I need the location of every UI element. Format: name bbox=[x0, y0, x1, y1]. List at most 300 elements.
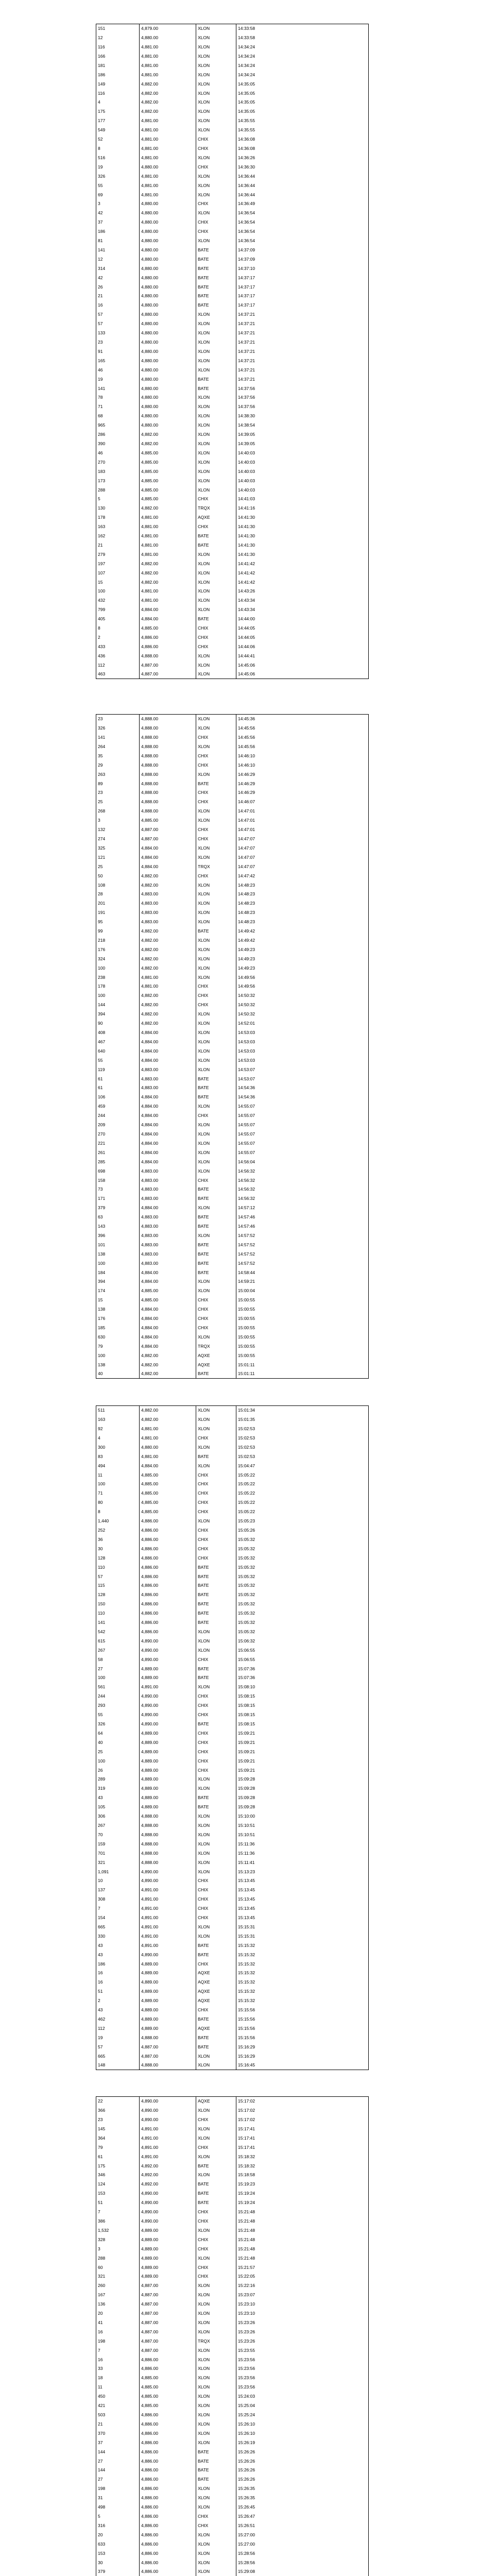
time-cell: 15:23:26 bbox=[236, 2336, 369, 2346]
volume-cell: 42 bbox=[96, 273, 140, 282]
price-cell: 4,886.00 bbox=[140, 1627, 196, 1636]
time-cell: 14:55:07 bbox=[236, 1102, 369, 1111]
price-cell: 4,890.00 bbox=[140, 1646, 196, 1655]
venue-cell: XLON bbox=[196, 2401, 236, 2410]
venue-cell: CHIX bbox=[196, 1747, 236, 1756]
volume-cell: 141 bbox=[96, 384, 140, 393]
price-cell: 4,888.00 bbox=[140, 742, 196, 751]
price-cell: 4,885.00 bbox=[140, 485, 196, 495]
price-cell: 4,881.00 bbox=[140, 1433, 196, 1443]
time-cell: 15:26:10 bbox=[236, 2419, 369, 2429]
time-cell: 14:58:44 bbox=[236, 1268, 369, 1277]
table-row bbox=[96, 2374, 369, 2383]
venue-cell: XLON bbox=[196, 2539, 236, 2549]
time-cell: 14:37:21 bbox=[236, 337, 369, 347]
table-row bbox=[96, 2189, 369, 2198]
volume-cell: 128 bbox=[96, 1553, 140, 1563]
price-cell: 4,887.00 bbox=[140, 2327, 196, 2336]
time-cell: 15:17:41 bbox=[236, 2133, 369, 2143]
venue-cell: BATE bbox=[196, 1590, 236, 1600]
price-cell: 4,880.00 bbox=[140, 292, 196, 301]
venue-cell: CHIX bbox=[196, 1692, 236, 1701]
volume-cell: 57 bbox=[96, 310, 140, 319]
price-cell: 4,886.00 bbox=[140, 2521, 196, 2530]
time-cell: 14:40:03 bbox=[236, 467, 369, 476]
table-row bbox=[96, 1627, 369, 1636]
price-cell: 4,884.00 bbox=[140, 1157, 196, 1166]
volume-cell: 16 bbox=[96, 1978, 140, 1987]
table-row bbox=[96, 1581, 369, 1590]
table-row bbox=[96, 107, 369, 116]
time-cell: 15:05:22 bbox=[236, 1489, 369, 1498]
venue-cell: XLON bbox=[196, 365, 236, 375]
time-cell: 15:29:08 bbox=[236, 2567, 369, 2576]
price-cell: 4,886.00 bbox=[140, 2447, 196, 2456]
venue-cell: XLON bbox=[196, 89, 236, 98]
volume-cell: 57 bbox=[96, 2042, 140, 2052]
venue-cell: XLON bbox=[196, 596, 236, 605]
price-cell: 4,886.00 bbox=[140, 1516, 196, 1526]
table-row bbox=[96, 2466, 369, 2475]
volume-cell: 61 bbox=[96, 1083, 140, 1093]
volume-cell: 153 bbox=[96, 2189, 140, 2198]
time-cell: 15:04:47 bbox=[236, 1461, 369, 1470]
table-row bbox=[96, 540, 369, 550]
volume-cell: 31 bbox=[96, 2493, 140, 2502]
venue-cell: BATE bbox=[196, 1093, 236, 1102]
price-cell: 4,882.00 bbox=[140, 936, 196, 945]
venue-cell: CHIX bbox=[196, 2272, 236, 2281]
volume-cell: 18 bbox=[96, 2374, 140, 2383]
table-row bbox=[96, 2106, 369, 2115]
venue-cell: XLON bbox=[196, 2106, 236, 2115]
price-cell: 4,885.00 bbox=[140, 1507, 196, 1516]
volume-cell: 27 bbox=[96, 2456, 140, 2466]
table-row bbox=[96, 144, 369, 153]
table-row bbox=[96, 1268, 369, 1277]
table-row bbox=[96, 2309, 369, 2318]
volume-cell: 174 bbox=[96, 1286, 140, 1296]
price-cell: 4,882.00 bbox=[140, 871, 196, 880]
table-row bbox=[96, 568, 369, 578]
time-cell: 14:56:04 bbox=[236, 1157, 369, 1166]
volume-cell: 366 bbox=[96, 2106, 140, 2115]
table-row bbox=[96, 301, 369, 310]
time-cell: 15:13:45 bbox=[236, 1913, 369, 1922]
price-cell: 4,882.00 bbox=[140, 89, 196, 98]
table-row bbox=[96, 1139, 369, 1148]
volume-cell: 30 bbox=[96, 2558, 140, 2567]
table-row bbox=[96, 1185, 369, 1194]
table-row bbox=[96, 2521, 369, 2530]
time-cell: 15:15:31 bbox=[236, 1922, 369, 1931]
table-row bbox=[96, 1296, 369, 1305]
table-row bbox=[96, 1129, 369, 1139]
price-cell: 4,889.00 bbox=[140, 1987, 196, 1996]
volume-cell: 432 bbox=[96, 596, 140, 605]
table-row bbox=[96, 1793, 369, 1803]
table-row bbox=[96, 42, 369, 52]
time-cell: 15:13:45 bbox=[236, 1876, 369, 1886]
price-cell: 4,882.00 bbox=[140, 504, 196, 513]
volume-cell: 386 bbox=[96, 2216, 140, 2226]
table-row bbox=[96, 227, 369, 236]
venue-cell: CHIX bbox=[196, 2263, 236, 2272]
venue-cell: BATE bbox=[196, 2033, 236, 2042]
venue-cell: BATE bbox=[196, 2447, 236, 2456]
price-cell: 4,881.00 bbox=[140, 42, 196, 52]
price-cell: 4,880.00 bbox=[140, 402, 196, 412]
table-row bbox=[96, 33, 369, 42]
table-row bbox=[96, 457, 369, 467]
price-cell: 4,890.00 bbox=[140, 2198, 196, 2207]
time-cell: 14:43:26 bbox=[236, 587, 369, 596]
price-cell: 4,881.00 bbox=[140, 973, 196, 982]
venue-cell: XLON bbox=[196, 61, 236, 70]
venue-cell: BATE bbox=[196, 615, 236, 624]
venue-cell: CHIX bbox=[196, 1489, 236, 1498]
price-cell: 4,886.00 bbox=[140, 2484, 196, 2494]
table-row bbox=[96, 723, 369, 733]
volume-cell: 138 bbox=[96, 1249, 140, 1259]
time-cell: 15:05:22 bbox=[236, 1498, 369, 1507]
price-cell: 4,886.00 bbox=[140, 633, 196, 642]
table-row bbox=[96, 670, 369, 679]
volume-cell: 37 bbox=[96, 2438, 140, 2447]
price-cell: 4,882.00 bbox=[140, 79, 196, 89]
volume-cell: 83 bbox=[96, 1452, 140, 1461]
time-cell: 14:41:30 bbox=[236, 513, 369, 522]
volume-cell: 27 bbox=[96, 2475, 140, 2484]
table-row bbox=[96, 1646, 369, 1655]
volume-cell: 21 bbox=[96, 540, 140, 550]
price-cell: 4,892.00 bbox=[140, 2180, 196, 2189]
table-row bbox=[96, 2558, 369, 2567]
venue-cell: XLON bbox=[196, 1204, 236, 1213]
venue-cell: CHIX bbox=[196, 834, 236, 843]
table-row bbox=[96, 642, 369, 651]
price-cell: 4,890.00 bbox=[140, 1950, 196, 1959]
price-cell: 4,891.00 bbox=[140, 1922, 196, 1931]
price-cell: 4,891.00 bbox=[140, 2143, 196, 2152]
price-cell: 4,880.00 bbox=[140, 264, 196, 273]
volume-cell: 166 bbox=[96, 52, 140, 61]
venue-cell: CHIX bbox=[196, 2521, 236, 2530]
venue-cell: XLON bbox=[196, 467, 236, 476]
volume-cell: 12 bbox=[96, 33, 140, 42]
price-cell: 4,884.00 bbox=[140, 1056, 196, 1065]
price-cell: 4,882.00 bbox=[140, 1360, 196, 1369]
price-cell: 4,884.00 bbox=[140, 1046, 196, 1056]
price-cell: 4,880.00 bbox=[140, 393, 196, 402]
price-cell: 4,886.00 bbox=[140, 2438, 196, 2447]
time-cell: 14:46:29 bbox=[236, 779, 369, 788]
table-row bbox=[96, 1987, 369, 1996]
time-cell: 14:55:07 bbox=[236, 1148, 369, 1157]
venue-cell: XLON bbox=[196, 2549, 236, 2558]
price-cell: 4,882.00 bbox=[140, 963, 196, 973]
volume-cell: 285 bbox=[96, 1157, 140, 1166]
table-row bbox=[96, 954, 369, 963]
venue-cell: XLON bbox=[196, 1019, 236, 1028]
table-row bbox=[96, 660, 369, 670]
venue-cell: CHIX bbox=[196, 2115, 236, 2124]
price-cell: 4,889.00 bbox=[140, 1738, 196, 1747]
price-cell: 4,885.00 bbox=[140, 476, 196, 485]
volume-cell: 314 bbox=[96, 264, 140, 273]
price-cell: 4,889.00 bbox=[140, 1728, 196, 1738]
venue-cell: XLON bbox=[196, 670, 236, 679]
venue-cell: XLON bbox=[196, 1148, 236, 1157]
volume-cell: 138 bbox=[96, 1360, 140, 1369]
price-cell: 4,885.00 bbox=[140, 1286, 196, 1296]
price-cell: 4,886.00 bbox=[140, 2429, 196, 2438]
volume-cell: 25 bbox=[96, 798, 140, 807]
volume-cell: 63 bbox=[96, 1212, 140, 1222]
table-row bbox=[96, 1204, 369, 1213]
venue-cell: XLON bbox=[196, 24, 236, 33]
table-row bbox=[96, 1830, 369, 1839]
price-cell: 4,885.00 bbox=[140, 2383, 196, 2392]
venue-cell: XLON bbox=[196, 1415, 236, 1424]
venue-cell: BATE bbox=[196, 531, 236, 540]
volume-cell: 46 bbox=[96, 448, 140, 457]
venue-cell: CHIX bbox=[196, 2244, 236, 2253]
price-cell: 4,891.00 bbox=[140, 2124, 196, 2133]
time-cell: 15:05:26 bbox=[236, 1526, 369, 1535]
time-cell: 14:57:52 bbox=[236, 1240, 369, 1249]
volume-cell: 16 bbox=[96, 2327, 140, 2336]
table-row bbox=[96, 2410, 369, 2419]
time-cell: 15:26:26 bbox=[236, 2475, 369, 2484]
time-cell: 15:00:55 bbox=[236, 1323, 369, 1332]
price-cell: 4,880.00 bbox=[140, 301, 196, 310]
time-cell: 14:39:05 bbox=[236, 430, 369, 439]
price-cell: 4,880.00 bbox=[140, 328, 196, 337]
time-cell: 14:49:23 bbox=[236, 963, 369, 973]
venue-cell: CHIX bbox=[196, 1766, 236, 1775]
time-cell: 14:36:54 bbox=[236, 218, 369, 227]
volume-cell: 346 bbox=[96, 2171, 140, 2180]
venue-cell: CHIX bbox=[196, 162, 236, 172]
venue-cell: BATE bbox=[196, 282, 236, 292]
table-row bbox=[96, 1028, 369, 1037]
table-row bbox=[96, 1351, 369, 1360]
price-cell: 4,886.00 bbox=[140, 2530, 196, 2539]
table-row bbox=[96, 2061, 369, 2070]
price-cell: 4,884.00 bbox=[140, 615, 196, 624]
price-cell: 4,883.00 bbox=[140, 890, 196, 899]
time-cell: 14:57:46 bbox=[236, 1222, 369, 1231]
volume-cell: 141 bbox=[96, 733, 140, 742]
volume-cell: 23 bbox=[96, 337, 140, 347]
time-cell: 14:48:23 bbox=[236, 899, 369, 908]
volume-cell: 92 bbox=[96, 1424, 140, 1433]
venue-cell: CHIX bbox=[196, 1526, 236, 1535]
time-cell: 15:05:32 bbox=[236, 1590, 369, 1600]
price-cell: 4,886.00 bbox=[140, 2410, 196, 2419]
volume-cell: 561 bbox=[96, 1683, 140, 1692]
volume-cell: 21 bbox=[96, 2419, 140, 2429]
venue-cell: XLON bbox=[196, 1627, 236, 1636]
volume-cell: 133 bbox=[96, 328, 140, 337]
volume-cell: 364 bbox=[96, 2133, 140, 2143]
time-cell: 15:26:19 bbox=[236, 2438, 369, 2447]
venue-cell: BATE bbox=[196, 1369, 236, 1379]
time-cell: 14:40:03 bbox=[236, 476, 369, 485]
time-cell: 15:11:36 bbox=[236, 1849, 369, 1858]
table-row bbox=[96, 393, 369, 402]
time-cell: 14:48:23 bbox=[236, 917, 369, 926]
table-row bbox=[96, 825, 369, 834]
venue-cell: XLON bbox=[196, 2052, 236, 2061]
venue-cell: XLON bbox=[196, 1056, 236, 1065]
time-cell: 15:05:32 bbox=[236, 1618, 369, 1627]
volume-cell: 1,532 bbox=[96, 2226, 140, 2235]
table-row bbox=[96, 1600, 369, 1609]
price-cell: 4,883.00 bbox=[140, 1259, 196, 1268]
table-row bbox=[96, 2171, 369, 2180]
volume-cell: 198 bbox=[96, 2484, 140, 2494]
time-cell: 15:00:55 bbox=[236, 1305, 369, 1314]
table-row bbox=[96, 1489, 369, 1498]
volume-cell: 100 bbox=[96, 991, 140, 1001]
volume-cell: 143 bbox=[96, 1222, 140, 1231]
time-cell: 15:00:55 bbox=[236, 1342, 369, 1351]
price-cell: 4,889.00 bbox=[140, 1673, 196, 1683]
price-cell: 4,888.00 bbox=[140, 788, 196, 798]
time-cell: 15:06:32 bbox=[236, 1636, 369, 1646]
venue-cell: XLON bbox=[196, 1028, 236, 1037]
price-cell: 4,880.00 bbox=[140, 245, 196, 255]
time-cell: 14:34:24 bbox=[236, 61, 369, 70]
price-cell: 4,887.00 bbox=[140, 2309, 196, 2318]
time-cell: 14:36:30 bbox=[236, 162, 369, 172]
venue-cell: XLON bbox=[196, 412, 236, 421]
price-cell: 4,884.00 bbox=[140, 1332, 196, 1342]
price-cell: 4,886.00 bbox=[140, 2466, 196, 2475]
price-cell: 4,890.00 bbox=[140, 2106, 196, 2115]
time-cell: 15:23:55 bbox=[236, 2346, 369, 2355]
volume-cell: 177 bbox=[96, 116, 140, 126]
venue-cell: CHIX bbox=[196, 1535, 236, 1544]
volume-cell: 90 bbox=[96, 1019, 140, 1028]
table-row bbox=[96, 742, 369, 751]
table-row bbox=[96, 926, 369, 936]
table-row bbox=[96, 1784, 369, 1793]
volume-cell: 263 bbox=[96, 770, 140, 779]
venue-cell: CHIX bbox=[196, 733, 236, 742]
venue-cell: XLON bbox=[196, 1849, 236, 1858]
price-cell: 4,881.00 bbox=[140, 181, 196, 190]
table-row bbox=[96, 1194, 369, 1204]
table-row bbox=[96, 1360, 369, 1369]
time-cell: 15:18:32 bbox=[236, 2161, 369, 2171]
time-cell: 15:08:10 bbox=[236, 1683, 369, 1692]
venue-cell: BATE bbox=[196, 1664, 236, 1673]
venue-cell: CHIX bbox=[196, 1886, 236, 1895]
table-row bbox=[96, 973, 369, 982]
time-cell: 15:17:02 bbox=[236, 2106, 369, 2115]
price-cell: 4,885.00 bbox=[140, 1480, 196, 1489]
time-cell: 14:40:03 bbox=[236, 448, 369, 457]
price-cell: 4,888.00 bbox=[140, 1821, 196, 1830]
price-cell: 4,887.00 bbox=[140, 2346, 196, 2355]
table-row bbox=[96, 1996, 369, 2006]
price-cell: 4,886.00 bbox=[140, 1544, 196, 1553]
venue-cell: BATE bbox=[196, 1618, 236, 1627]
time-cell: 15:23:07 bbox=[236, 2291, 369, 2300]
time-cell: 14:45:56 bbox=[236, 723, 369, 733]
price-cell: 4,890.00 bbox=[140, 1636, 196, 1646]
venue-cell: BATE bbox=[196, 2180, 236, 2189]
volume-cell: 70 bbox=[96, 1830, 140, 1839]
time-cell: 14:36:54 bbox=[236, 209, 369, 218]
venue-cell: CHIX bbox=[196, 623, 236, 633]
volume-cell: 138 bbox=[96, 1305, 140, 1314]
table-row bbox=[96, 282, 369, 292]
price-cell: 4,884.00 bbox=[140, 1461, 196, 1470]
price-cell: 4,891.00 bbox=[140, 1931, 196, 1941]
table-row bbox=[96, 1120, 369, 1129]
price-cell: 4,883.00 bbox=[140, 1083, 196, 1093]
time-cell: 15:07:36 bbox=[236, 1673, 369, 1683]
volume-cell: 112 bbox=[96, 660, 140, 670]
venue-cell: XLON bbox=[196, 1157, 236, 1166]
table-row bbox=[96, 1433, 369, 1443]
venue-cell: XLON bbox=[196, 2502, 236, 2512]
price-cell: 4,884.00 bbox=[140, 1268, 196, 1277]
volume-cell: 16 bbox=[96, 1969, 140, 1978]
venue-cell: XLON bbox=[196, 723, 236, 733]
venue-cell: XLON bbox=[196, 457, 236, 467]
venue-cell: XLON bbox=[196, 2346, 236, 2355]
table-row bbox=[96, 1655, 369, 1664]
volume-cell: 80 bbox=[96, 1498, 140, 1507]
table-row bbox=[96, 1102, 369, 1111]
venue-cell: BATE bbox=[196, 1572, 236, 1581]
price-cell: 4,881.00 bbox=[140, 982, 196, 991]
price-cell: 4,886.00 bbox=[140, 2456, 196, 2466]
time-cell: 14:49:42 bbox=[236, 936, 369, 945]
venue-cell: XLON bbox=[196, 1922, 236, 1931]
venue-cell: XLON bbox=[196, 2171, 236, 2180]
time-cell: 14:38:30 bbox=[236, 412, 369, 421]
price-cell: 4,891.00 bbox=[140, 2152, 196, 2161]
time-cell: 15:23:26 bbox=[236, 2318, 369, 2327]
table-row bbox=[96, 347, 369, 356]
volume-cell: 107 bbox=[96, 568, 140, 578]
table-row bbox=[96, 1590, 369, 1600]
time-cell: 14:41:42 bbox=[236, 568, 369, 578]
volume-cell: 379 bbox=[96, 1204, 140, 1213]
price-cell: 4,880.00 bbox=[140, 33, 196, 42]
price-cell: 4,885.00 bbox=[140, 2374, 196, 2383]
time-cell: 14:41:42 bbox=[236, 559, 369, 568]
volume-cell: 186 bbox=[96, 70, 140, 79]
table-row bbox=[96, 2180, 369, 2189]
venue-cell: XLON bbox=[196, 550, 236, 559]
table-row bbox=[96, 633, 369, 642]
table-row bbox=[96, 1710, 369, 1719]
table-row bbox=[96, 1941, 369, 1950]
volume-cell: 308 bbox=[96, 1895, 140, 1904]
venue-cell: CHIX bbox=[196, 788, 236, 798]
venue-cell: XLON bbox=[196, 559, 236, 568]
venue-cell: XLON bbox=[196, 605, 236, 615]
price-cell: 4,890.00 bbox=[140, 1719, 196, 1728]
price-cell: 4,881.00 bbox=[140, 144, 196, 153]
